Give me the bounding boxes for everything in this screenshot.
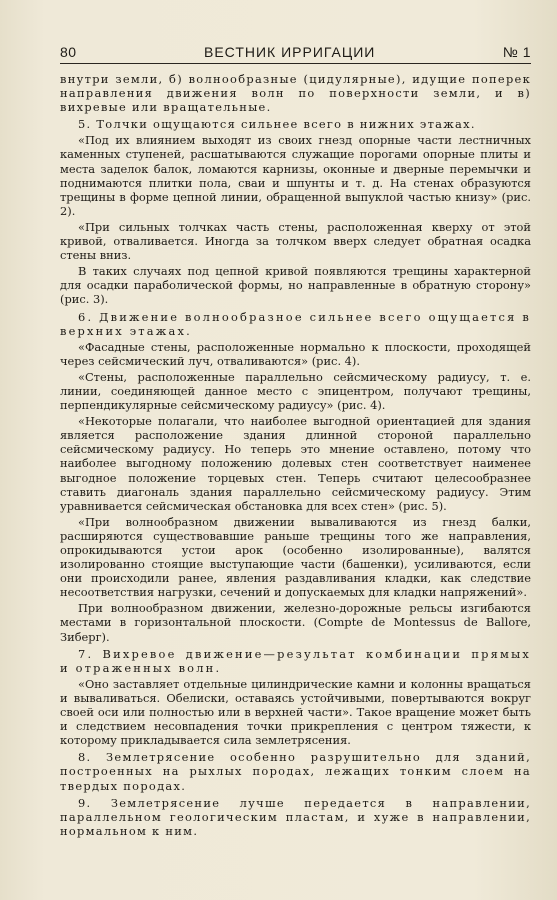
paragraph: внутри земли, б) волнообразные (цидулярные), идущие поперек направления движения волн по поверхности земли, и в) вихревые или вращательные. [60, 72, 531, 115]
paragraph: «Некоторые полагали, что наиболее выгодной ориентацией для здания является расположение здания длинной стороной параллельно сейсмическому радиусу. Но теперь это мнение оставлено, потому что наиболее выгодному положению долевых стен соответствует наименее выгодное положение торцевых стен. Теперь считают целесообразнее ставить диагональ здания параллельно сейсмическому радиусу. Этим уравнивается сейсмическая обстановка для всех стен» (рис. 5). [60, 414, 531, 513]
paragraph: 7. Вихревое движение—результат комбинации прямых и отраженных волн. [60, 646, 531, 675]
paragraph: 6. Движение волнообразное сильнее всего ощущается в верхних этажах. [60, 309, 531, 338]
article-body [60, 72, 531, 838]
paragraph: «При волнообразном движении вываливаются из гнезд балки, расширяются существовавшие раньше трещины того же направления, опрокидываются устои арок (особенно изолированные), валятся изолированно стоящие выступающие части (башенки), усиливаются, если они происходили ранее, явления раздавливания кладки, как следствие несоответствия нагрузки, сечений и допускаемых для кладки напряжений». [60, 514, 531, 600]
issue-number: № 1 [502, 44, 531, 60]
paragraph: При волнообразном движении, железно-дорожные рельсы изгибаются местами в горизонтальной плоскости. (Compte de Montessus de Ballore, Зиберг). [60, 601, 531, 644]
paragraph: 9. Землетрясение лучше передается в направлении, параллельном геологическим пластам, и хуже в направлении, нормальном к ним. [60, 795, 531, 838]
paragraph: 8. Землетрясение особенно разрушительно для зданий, построенных на рыхлых породах, лежащих тонким слоем на твердых породах. [60, 750, 531, 793]
paragraph: «Оно заставляет отдельные цилиндрические камни и колонны вращаться и вываливаться. Обелиски, оставаясь устойчивыми, повертываются вокруг своей оси или полностью или в верхней части». Такое вращение может быть и следствием несовпадения точки прикрепления с центром тяжести, к которому прикладывается сила землетрясения. [60, 676, 531, 748]
paragraph: «При сильных толчках часть стены, расположенная кверху от этой кривой, отваливается. Иногда за толчком вверх следует обратная осадка стены вниз. [60, 219, 531, 263]
running-header [60, 44, 531, 64]
page-number: 80 [60, 44, 77, 60]
paragraph: «Стены, расположенные параллельно сейсмическому радиусу, т. е. линии, соединяющей данное место с эпицентром, получают трещины, перпендикулярные сейсмическому радиусу» (рис. 4). [60, 369, 531, 413]
paragraph: «Под их влиянием выходят из своих гнезд опорные части лестничных каменных ступеней, расшатываются служащие порогами опорные плиты и места заделок балок, ломаются карнизы, оконные и дверные перемычки и поднимаются плитки пола, сваи и шпунты и т. д. На стенах образуются трещины в форме цепной линии, обращенной выпуклой частью книзу» (рис. 2). [60, 133, 531, 218]
journal-title: ВЕСТНИК ИРРИГАЦИИ [204, 44, 376, 60]
paragraph: 5. Толчки ощущаются сильнее всего в нижних этажах. [78, 117, 476, 132]
paragraph: В таких случаях под цепной кривой появляются трещины характерной для осадки параболической формы, но направленные в обратную сторону» (рис. 3). [60, 264, 531, 307]
paragraph: «Фасадные стены, расположенные нормально к плоскости, проходящей через сейсмический луч, отваливаются» (рис. 4). [60, 339, 531, 368]
